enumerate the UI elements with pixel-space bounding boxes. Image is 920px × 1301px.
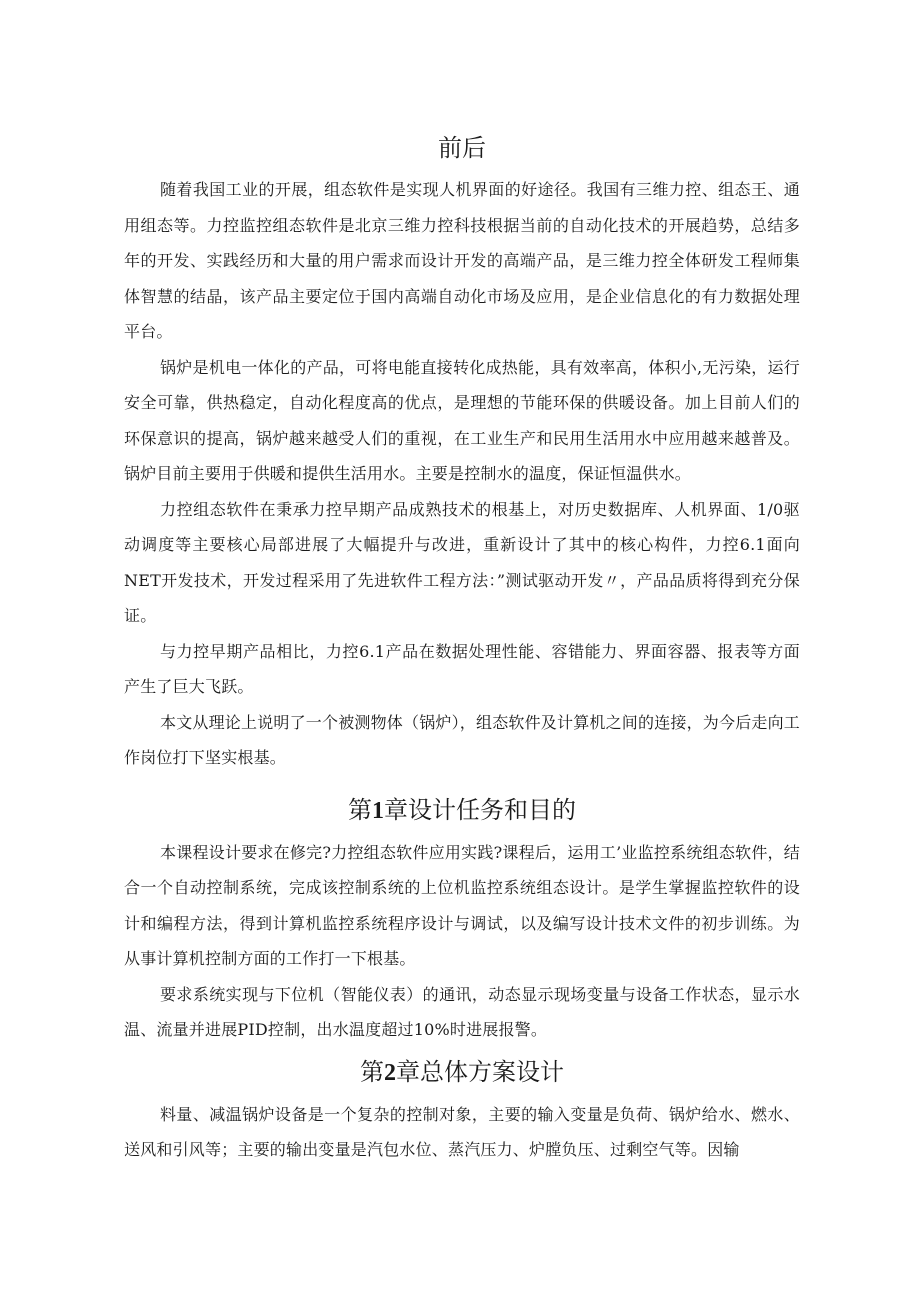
preface-paragraph-3: 力控组态软件在秉承力控早期产品成熟技术的根基上，对历史数据库、人机界面、1/0驱动调度等主要核心局部进展了大幅提升与改进，重新设计了其中的核心构件，力控6.1面向NET开发技术，开发过程采用了先进软件工程方法：”测试驱动开发〃，产品品质将得到充分保证。 [124,499,800,625]
document-page [124,128,800,1168]
chapter-2-number: 2 [384,1059,396,1086]
chapter-2-paragraph-1: 料量、减温锅炉设备是一个复杂的控制对象，主要的输入变量是负荷、锅炉给水、燃水、送风和引风等；主要的输出变量是汽包水位、蒸汽压力、炉膛负压、过剩空气等。因输 [124,1104,800,1159]
chapter-2-title [124,1052,800,1093]
chapter-2-prefix: 第 [360,1057,384,1086]
chapter-1-number: 1 [372,797,384,824]
chapter-1-paragraph-1: 本课程设计要求在修完?力控组态软件应用实践?课程后，运用工’业监控系统组态软件，结合一个自动控制系统，完成该控制系统的上位机监控系统组态设计。是学生掌握监控软件的设计和编程方法，得到计算机监控系统程序设计与调试，以及编写设计技术文件的初步训练。为从事计算机控制方面的工作打一下根基。 [124,842,800,968]
chapter-2-title-text: 章总体方案设计 [396,1057,564,1086]
preface-title: 前后 [438,134,486,162]
chapter-1-title-text: 章设计任务和目的 [384,795,576,824]
preface-paragraph-4: 与力控早期产品相比，力控6.1产品在数据处理性能、容错能力、界面容器、报表等方面产生了巨大飞跃。 [124,641,800,696]
chapter-1-paragraph-2: 要求系统实现与下位机（智能仪表）的通讯，动态显示现场变量与设备工作状态，显示水温、流量并进展PID控制，出水温度超过10%时进展报警。 [124,984,800,1039]
chapter-1-prefix: 第 [348,795,372,824]
preface-paragraph-5: 本文从理论上说明了一个被测物体（锅炉），组态软件及计算机之间的连接，为今后走向工作岗位打下坚实根基。 [124,712,801,767]
preface-paragraph-2: 锅炉是机电一体化的产品，可将电能直接转化成热能，具有效率高，体积小,无污染，运行安全可靠，供热稳定，自动化程度高的优点，是理想的节能环保的供暖设备。加上目前人们的环保意识的提高，锅炉越来越受人们的重视，在工业生产和民用生活用水中应用越来越普及。锅炉目前主要用于供暖和提供生活用水。主要是控制水的温度，保证恒温供水。 [124,357,800,483]
preface-paragraph-1: 随着我国工业的开展，组态软件是实现人机界面的好途径。我国有三维力控、组态王、通用组态等。力控监控组态软件是北京三维力控科技根据当前的自动化技术的开展趋势，总结多年的开发、实践经历和大量的用户需求而设计开发的高端产品，是三维力控全体研发工程师集体智慧的结晶，该产品主要定位于国内高端自动化市场及应用，是企业信息化的有力数据处理平台。 [124,180,800,341]
chapter-1-title [124,790,800,831]
